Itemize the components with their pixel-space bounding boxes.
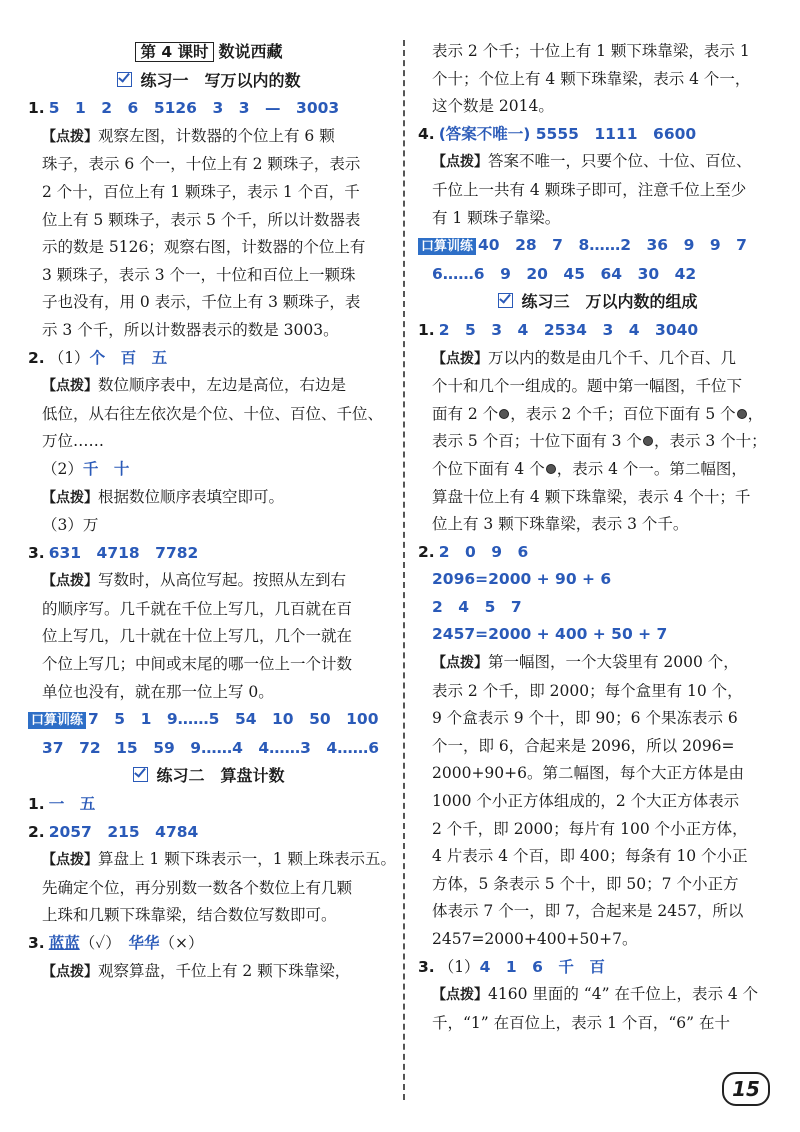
bead-icon — [499, 409, 509, 419]
oral-training-badge: 口算训练 — [418, 238, 476, 255]
bead-icon — [737, 409, 747, 419]
lesson-header — [28, 38, 390, 67]
lesson-title: 数说西藏 — [218, 42, 283, 61]
section-title-1: 练习一 写万以内的数 — [28, 67, 390, 96]
tip-label: 【点拨】 — [42, 128, 98, 145]
left-column: 第 4 课时 数说西藏 练习一 写万以内的数 1. 5 1 2 6 5126 3 3 — 3003 【点拨】观察左图，计数器的个位上有 6 颗 珠子，表示 6 个一，十位上有 2 颗珠子，表示 2 个十，百位上有 1 颗珠子，表示 1 个百，千 位上有 5 颗珠子，表示 5 个千，所以计数器表 示的数是 5126；观察右图，计数器的个位上有 3 颗珠子，表示 3 个一，十位和百位上一颗珠 子也没有，用 0 表示，千位上有 3 颗珠子，表 示 3 个千，所以计数器表示的数是 3003。 2. （1）个 百 五 【点拨】数位顺序表中，左边是高位，右边是 低位，从右往左依次是个位、十位、百位、千位、 万位…… （2）千 十 【点拨】根据数位顺序表填空即可。 （3）万 3. 631 4718 7782 【点拨】写数时，从高位写起。按照从左到右 的顺序写。几千就在千位上写几，几百就在百 位上写几，几十就在十位上写几，几个一就在 个位上写几；中间或末尾的哪一位上一个计数 单位也没有，就在那一位上写 0。 口算训练 7 5 1 9……5 54 10 50 100 37 72 15 59 9……4 4……3 4……6 练习二 算盘计数 1. 一 五 2. 2057 215 4784 【点拨】算盘上 1 颗下珠表示一，1 颗上珠表示五。 先确定个位，再分别数一数各个数位上有几颗 上珠和几颗下珠靠梁，结合数位写数即可。 3. 蓝蓝（✓） 华华（×） 【点拨】观察算盘，千位上有 2 颗下珠靠梁， — [28, 38, 390, 986]
lesson-label: 第 4 课时 — [135, 42, 213, 62]
bead-icon — [643, 436, 653, 446]
page-number: 15 — [722, 1072, 770, 1106]
section-title-2: 练习二 算盘计数 — [28, 762, 390, 791]
right-column: 表示 2 个千；十位上有 1 颗下珠靠梁，表示 1 个十；个位上有 4 颗下珠靠梁，表示 4 个一， 这个数是 2014。 4. (答案不唯一) 5555 1111 6600 【点拨】答案不唯一，只要个位、十位、百位、 千位上一共有 4 颗珠子即可，注意千位上至少 有 1 颗珠子靠梁。 口算训练 40 28 7 8……2 36 9 9 7 6……6 9 20 45 64 30 42 练习三 万以内数的组成 1. 2 5 3 4 2534 3 4 3040 【点拨】万以内的数是由几个千、几个百、几 个十和几个一组成的。题中第一幅图，千位下 面有 2 个 ，表示 2 个千；百位下面有 5 个 ， 表示 5 个百；十位下面有 3 个 ，表示 3 个十； 个位下面有 4 个 ，表示 4 个一。第二幅图， 算盘十位上有 4 颗下珠靠梁，表示 4 个十；千 位上有 3 颗下珠靠梁，表示 3 个千。 2. 2 0 9 6 2096=2000 + 90 + 6 2 4 5 7 2457=2000 + 400 + 50 + 7 【点拨】第一幅图，一个大袋里有 2000 个， 表示 2 个千，即 2000；每个盒里有 10 个， 9 个盒表示 9 个十，即 90；6 个果冻表示 6 个一，即 6，合起来是 2096，所以 2096= 2000+90+6。第二幅图，每个大正方体是由 1000 个小正方体组成的，2 个大正方体表示 2 个千，即 2000；每片有 100 个小正方体， 4 片表示 4 个百，即 400；每条有 10 个小正 方体，5 条表示 5 个十，即 50；7 个小正方 体表示 7 个一，即 7，合起来是 2457，所以 2457=2000+400+50+7。 3. （1）4 1 6 千 百 【点拨】4160 里面的 “4” 在千位上，表示 4 个 千，“1” 在百位上，表示 1 个百，“6” 在十 — [418, 38, 778, 1037]
check-icon — [117, 72, 132, 87]
q4-answer: (答案不唯一) 5555 1111 6600 — [438, 124, 697, 143]
q2-answer-2: 千 十 — [82, 459, 130, 478]
check-icon — [133, 767, 148, 782]
column-divider — [403, 40, 405, 1100]
oral-training-badge: 口算训练 — [28, 712, 86, 729]
bead-icon — [546, 464, 556, 474]
check-icon — [498, 293, 513, 308]
section-title-3: 练习三 万以内数的组成 — [418, 288, 778, 317]
q2-answer-1: 个 百 五 — [89, 348, 168, 367]
q1-answer: 5 1 2 6 5126 3 3 — 3003 — [48, 99, 340, 118]
q3-answer: 631 4718 7782 — [48, 543, 199, 562]
